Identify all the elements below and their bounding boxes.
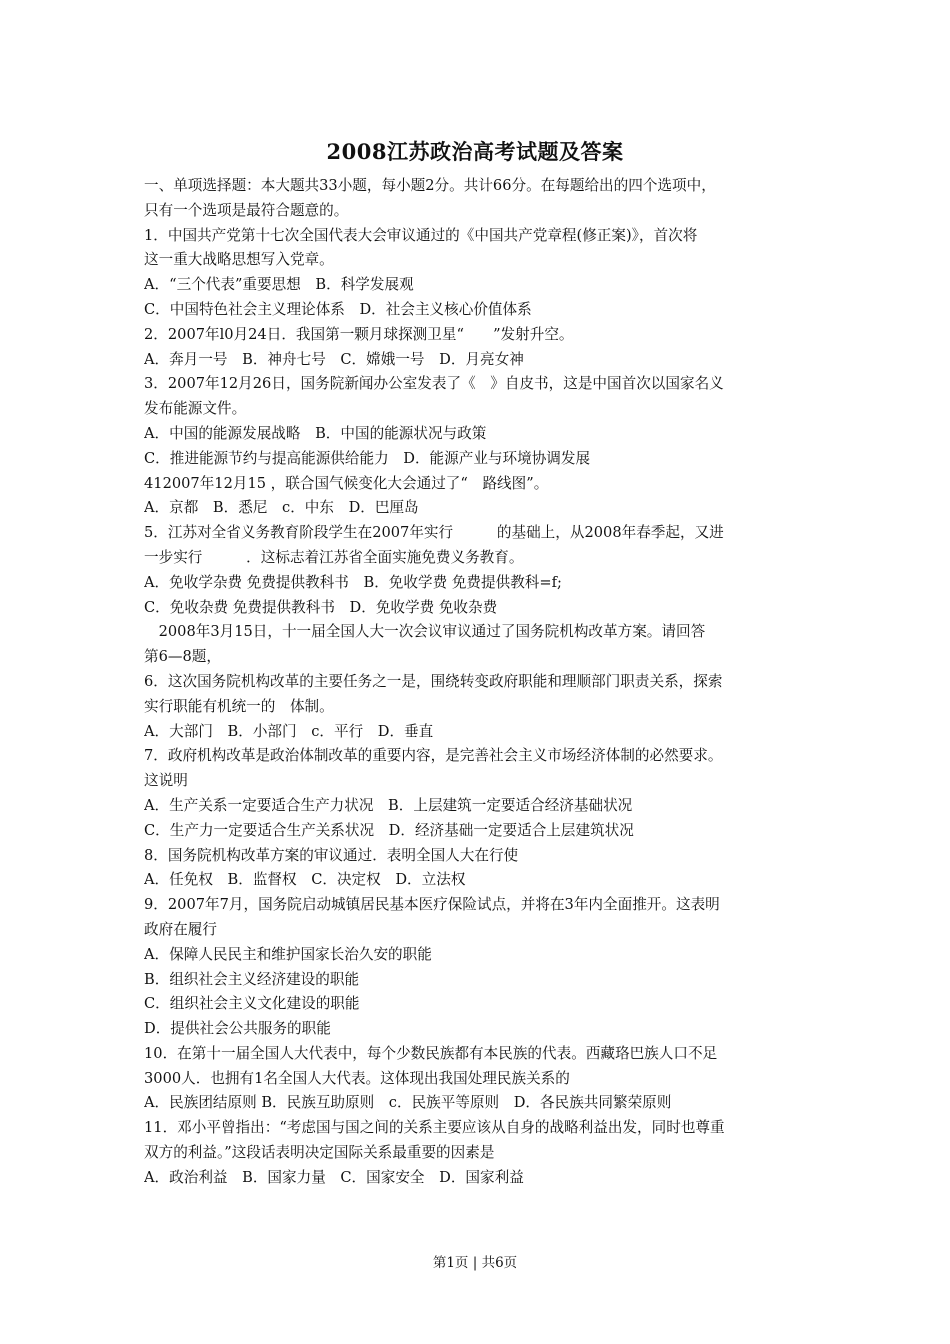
- text-line: 3000人．也拥有1名全国人大代表。这体现出我国处理民族关系的: [144, 1069, 570, 1087]
- text-line: 3．2007年12月26日，国务院新闻办公室发表了《 》自皮书，这是中国首次以国家名义: [144, 375, 724, 393]
- text-line: C．中国特色社会主义理论体系 D．社会主义核心价值体系: [144, 300, 532, 318]
- text-line: 6．这次国务院机构改革的主要任务之一是，围绕转变政府职能和理顺部门职责关系，探索: [144, 672, 723, 690]
- text-line: 这一重大战略思想写入党章。: [144, 251, 334, 269]
- text-line: C．生产力一定要适合生产关系状况 D．经济基础一定要适合上层建筑状况: [144, 821, 634, 839]
- text-line: A．免收学杂费 免费提供教科书 B．免收学费 免费提供教科=f;: [144, 573, 562, 591]
- document-title: 2008江苏政治高考试题及答案: [326, 139, 624, 164]
- text-line: 只有一个选项是最符合题意的。: [144, 201, 349, 219]
- text-line: A．京都 B．悉尼 c．中东 D．巴厘岛: [144, 499, 419, 517]
- text-line: A．任免权 B．监督权 C．决定权 D．立法权: [144, 871, 466, 889]
- text-line: 10．在第十一届全国人大代表中，每个少数民族都有本民族的代表。西藏珞巴族人口不足: [144, 1044, 718, 1062]
- text-line: 2008年3月15日，十一届全国人大一次会议审议通过了国务院机构改革方案。请回答: [144, 623, 706, 641]
- text-line: 9．2007年7月，国务院启动城镇居民基本医疗保险试点，并将在3年内全面推开。这表明: [144, 896, 720, 914]
- text-line: 8．国务院机构改革方案的审议通过．表明全国人大在行使: [144, 846, 519, 864]
- text-line: A．民族团结原则 B．民族互助原则 c．民族平等原则 D．各民族共同繁荣原则: [144, 1094, 672, 1112]
- page-footer: 第1页 | 共6页: [432, 1255, 518, 1271]
- text-line: 一步实行 ．这标志着江苏省全面实施免费义务教育。: [144, 548, 524, 566]
- text-line: C．组织社会主义文化建设的职能: [144, 995, 360, 1013]
- text-line: A．中国的能源发展战略 B．中国的能源状况与政策: [144, 424, 487, 442]
- text-line: 7．政府机构改革是政治体制改革的重要内容，是完善社会主义市场经济体制的必然要求。: [144, 747, 723, 765]
- text-line: D．提供社会公共服务的职能: [144, 1020, 331, 1038]
- text-line: C．推进能源节约与提高能源供给能力 D．能源产业与环境协调发展: [144, 449, 591, 467]
- text-line: A．政治利益 B．国家力量 C．国家安全 D．国家利益: [144, 1168, 524, 1186]
- text-line: C．免收杂费 免费提供教科书 D．免收学费 免收杂费: [144, 598, 498, 616]
- text-line: 1．中国共产党第十七次全国代表大会审议通过的《中国共产党章程(修正案)》，首次将: [144, 226, 698, 244]
- text-line: A．保障人民民主和维护国家长治久安的职能: [144, 945, 432, 963]
- text-line: A．奔月一号 B．神舟七号 C．嫦娥一号 D．月亮女神: [144, 350, 524, 368]
- question-body: [144, 174, 834, 1191]
- text-line: 2．2007年l0月24日．我国第一颗月球探测卫星“ ”发射升空。: [144, 325, 574, 343]
- text-line: 一、单项选择题：本大题共33小题，每小题2分。共计66分。在每题给出的四个选项中，: [144, 177, 716, 194]
- text-line: 5．江苏对全省义务教育阶段学生在2007年实行 的基础上，从2008年春季起，又进: [144, 524, 724, 542]
- text-line: 412007年12月15 ，联合国气候变化大会通过了“ 路线图”。: [144, 474, 549, 492]
- text-line: 第6—8题，: [144, 648, 221, 666]
- text-line: 双方的利益。”这段话表明决定国际关系最重要的因素是: [144, 1144, 495, 1162]
- text-line: 政府在履行: [144, 920, 217, 938]
- text-line: A．“三个代表”重要思想 B．科学发展观: [144, 276, 414, 294]
- text-line: 这说明: [144, 772, 188, 790]
- text-line: 实行职能有机统一的 体制。: [144, 697, 334, 715]
- text-line: A．生产关系一定要适合生产力状况 B．上层建筑一定要适合经济基础状况: [144, 796, 633, 814]
- text-line: B．组织社会主义经济建设的职能: [144, 970, 360, 988]
- text-line: 发布能源文件。: [144, 400, 247, 418]
- text-line: A．大部门 B．小部门 c．平行 D．垂直: [144, 722, 434, 740]
- text-line: 11．邓小平曾指出：“考虑国与国之间的关系主要应该从自身的战略利益出发，同时也尊重: [144, 1119, 725, 1137]
